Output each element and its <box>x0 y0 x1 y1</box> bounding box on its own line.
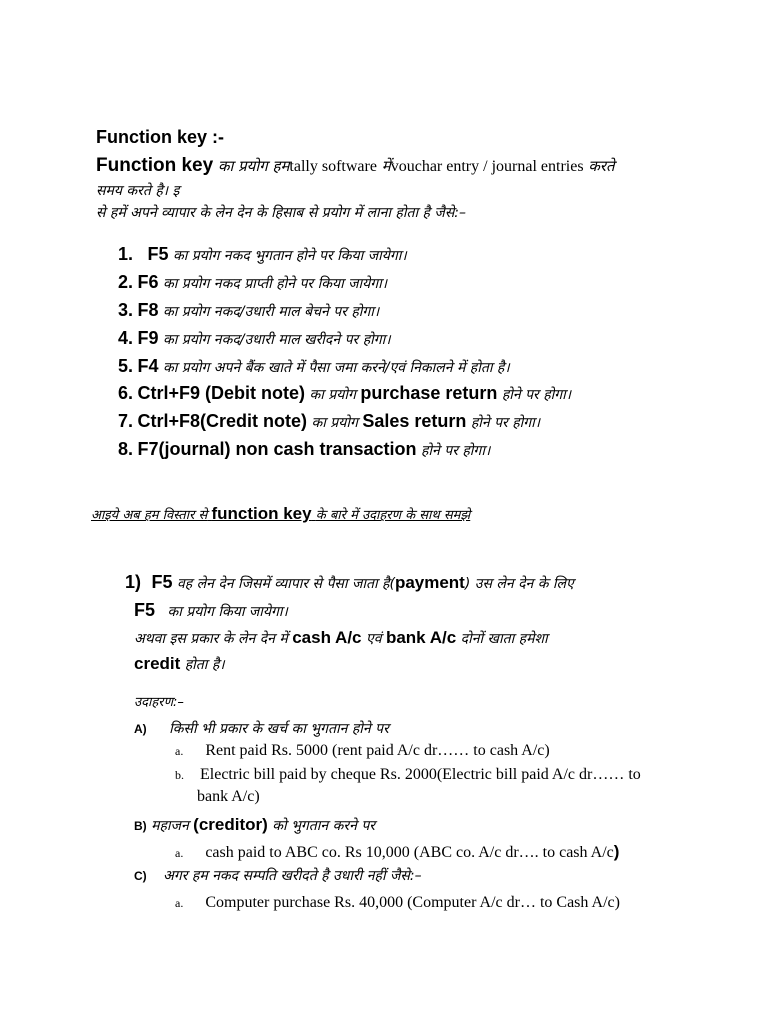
example-a-text: किसी भी प्रकार के खर्च का भुगतान होने पर <box>169 721 389 737</box>
list-item <box>118 328 391 349</box>
list-item <box>118 411 540 432</box>
example-b-pre: महाजन <box>151 818 189 834</box>
intro-text-4: vouchar entry / journal entries <box>390 158 584 175</box>
list-item <box>118 383 571 404</box>
f5-line-2 <box>134 600 288 621</box>
section-key: function key <box>211 504 312 523</box>
f5-line-2-text: का प्रयोग किया जायेगा। <box>167 604 288 620</box>
f5-text-3: ) उस लेन देन के लिए <box>464 576 574 592</box>
list-item <box>118 272 387 293</box>
example-c <box>134 866 422 885</box>
item-desc: होने पर होगा। <box>501 387 572 403</box>
item-key: F8 <box>137 300 159 320</box>
list-item <box>118 356 510 377</box>
item-mark: a. <box>175 896 184 910</box>
f5-line-4-credit: credit <box>134 654 181 673</box>
item-number: 4. <box>118 328 134 348</box>
example-b-key: (creditor) <box>193 815 268 834</box>
f5-line-4-text: होता है। <box>184 657 225 673</box>
f5-line-3-text-c: एवं <box>365 631 382 647</box>
example-c-item-a <box>175 894 620 912</box>
item-close: ) <box>613 842 620 861</box>
f5-line-3 <box>134 628 548 648</box>
item-number: 2. <box>118 272 134 292</box>
item-number: 5. <box>118 356 134 376</box>
item-key-2: Sales return <box>362 411 467 431</box>
item-key: Ctrl+F8(Credit note) <box>137 411 307 431</box>
intro-text-1: का प्रयोग हम <box>217 157 290 175</box>
intro-lead: Function key <box>96 155 214 176</box>
item-desc: का प्रयोग नकद/उधारी माल खरीदने पर होगा। <box>162 332 391 348</box>
example-b <box>134 815 375 835</box>
f5-key: F5 <box>151 572 173 592</box>
example-a-item-b-cont: bank A/c) <box>197 788 260 805</box>
section-pre: आइये अब हम विस्तार से <box>91 508 208 523</box>
f5-line-3-text-a: अथवा इस प्रकार के लेन देन में <box>134 631 288 647</box>
intro-line-2: समय करते है। इ <box>96 183 180 199</box>
f5-number: 1) <box>125 572 142 592</box>
example-a-item-b <box>175 766 641 784</box>
item-number: 6. <box>118 383 134 403</box>
example-c-mark: C) <box>134 869 147 883</box>
example-b-item-a <box>175 842 619 862</box>
item-key: F5 <box>147 244 169 264</box>
f5-text-2: payment <box>394 573 465 592</box>
intro-line-3: से हमें अपने व्यापार के लेन देन के हिसाब से प्रयोग में लाना होता है जैसे:– <box>96 205 467 221</box>
list-item <box>118 300 379 321</box>
example-a <box>134 719 389 738</box>
item-key-2: purchase return <box>360 383 498 403</box>
item-desc: होने पर होगा। <box>420 443 491 459</box>
section-post: के बारे में उदाहरण के साथ समझे <box>315 508 471 523</box>
item-key: F9 <box>137 328 159 348</box>
list-item <box>118 439 490 460</box>
f5-line-2-key: F5 <box>134 600 156 620</box>
f5-line-4 <box>134 654 225 674</box>
item-text: Electric bill paid by cheque Rs. 2000(Electric bill paid A/c dr…… to <box>200 766 641 783</box>
example-b-mark: B) <box>134 819 147 833</box>
item-desc: का प्रयोग अपने बैंक खाते में पैसा जमा करने/एवं निकालने में होता है। <box>162 360 510 376</box>
example-b-post: को भुगतान करने पर <box>272 818 376 834</box>
item-desc: का प्रयोग नकद/उधारी माल बेचने पर होगा। <box>162 304 380 320</box>
item-key: F4 <box>137 356 159 376</box>
item-key: Ctrl+F9 (Debit note) <box>137 383 305 403</box>
heading: Function key :- <box>96 127 225 147</box>
intro-text-3: में <box>381 157 391 175</box>
list-item <box>118 244 407 265</box>
f5-line-3-text-e: दोनों खाता हमेशा <box>460 631 548 647</box>
item-key: F7(journal) non cash transaction <box>137 439 417 459</box>
item-mark: b. <box>175 768 184 782</box>
item-desc: का प्रयोग नकद प्राप्ती होने पर किया जायेगा। <box>162 276 388 292</box>
intro-text-5: करते <box>588 157 615 175</box>
item-mid: का प्रयोग <box>311 415 358 431</box>
item-key: F6 <box>137 272 159 292</box>
f5-text-1: वह लेन देन जिसमें व्यापार से पैसा जाता है( <box>176 576 395 592</box>
f5-line-3-cash: cash A/c <box>292 628 362 647</box>
example-a-mark: A) <box>134 722 147 736</box>
item-number: 7. <box>118 411 134 431</box>
section-heading <box>91 504 470 524</box>
item-desc: होने पर होगा। <box>470 415 541 431</box>
item-number: 3. <box>118 300 134 320</box>
item-number: 8. <box>118 439 134 459</box>
item-mark: a. <box>175 744 184 758</box>
item-text: Computer purchase Rs. 40,000 (Computer A/c dr… to Cash A/c) <box>205 894 620 911</box>
intro-text-2: tally software <box>289 158 377 175</box>
intro-line-1 <box>96 155 615 177</box>
example-a-item-a <box>175 742 550 760</box>
f5-line-3-bank: bank A/c <box>385 628 457 647</box>
item-text: cash paid to ABC co. Rs 10,000 (ABC co. A/c dr…. to cash A/c <box>205 844 614 861</box>
example-c-text: अगर हम नकद सम्पति खरीदते है उधारी नहीं जैसे:– <box>163 868 422 884</box>
examples-label: उदाहरण:– <box>134 695 184 710</box>
item-number: 1. <box>118 244 134 264</box>
item-mark: a. <box>175 846 184 860</box>
item-desc: का प्रयोग नकद भुगतान होने पर किया जायेगा। <box>172 248 407 264</box>
item-text: Rent paid Rs. 5000 (rent paid A/c dr…… to cash A/c) <box>205 742 550 759</box>
item-mid: का प्रयोग <box>309 387 356 403</box>
f5-line-1 <box>125 572 574 593</box>
